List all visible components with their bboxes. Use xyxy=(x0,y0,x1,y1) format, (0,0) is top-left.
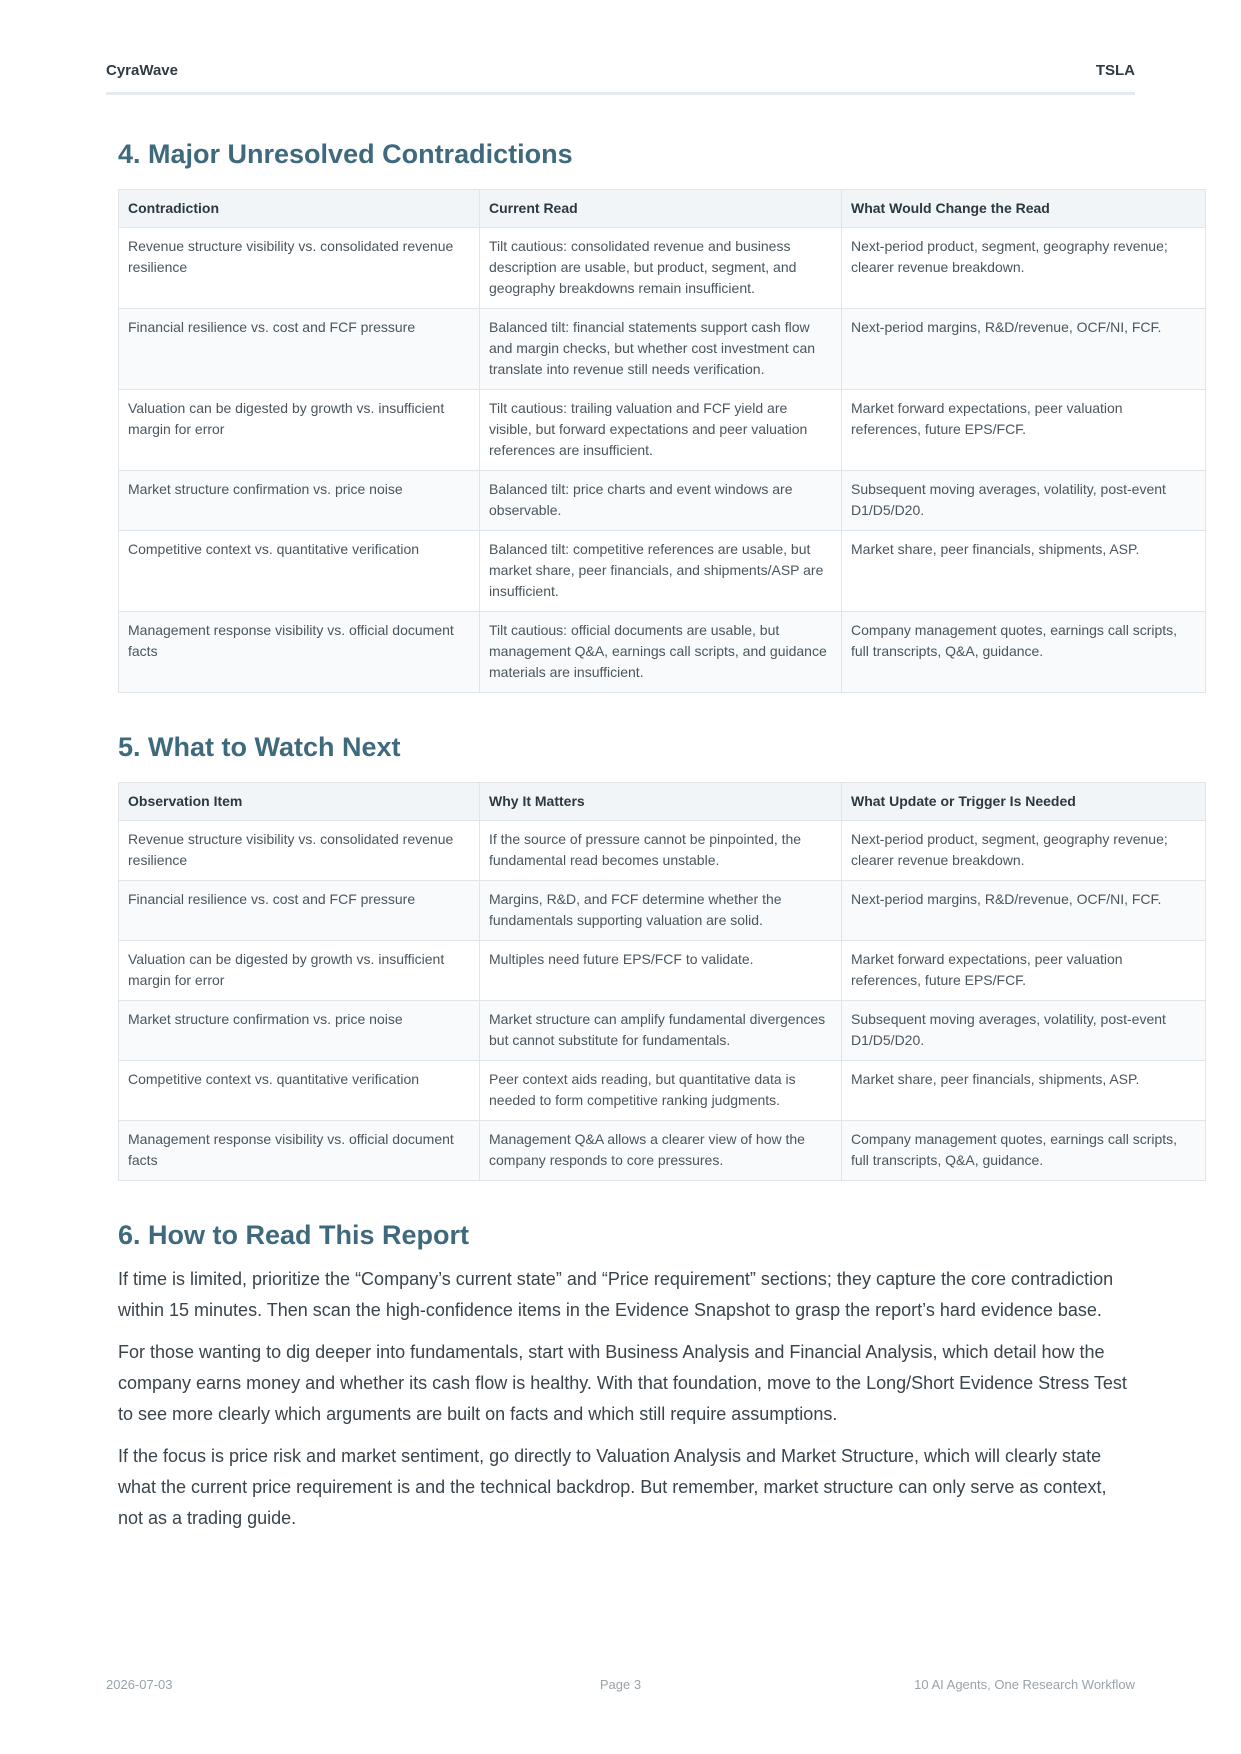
table-cell: Management response visibility vs. official document facts xyxy=(119,1121,480,1181)
footer-tagline: 10 AI Agents, One Research Workflow xyxy=(914,1677,1135,1692)
table-cell: Balanced tilt: financial statements support cash flow and margin checks, but whether cost investment can translate into revenue still needs verification. xyxy=(480,309,842,390)
table-row xyxy=(119,228,1206,309)
table-cell: Company management quotes, earnings call scripts, full transcripts, Q&A, guidance. xyxy=(842,612,1206,693)
paragraph: For those wanting to dig deeper into fundamentals, start with Business Analysis and Financial Analysis, which detail how the company earns money and whether its cash flow is healthy. With that foundation, move to the Long/Short Evidence Stress Test to see more clearly which arguments are built on facts and which still require assumptions. xyxy=(118,1342,1127,1424)
contradictions-table xyxy=(118,189,1206,693)
table-cell: Financial resilience vs. cost and FCF pressure xyxy=(119,881,480,941)
table-row xyxy=(119,821,1206,881)
table-cell: Next-period product, segment, geography revenue; clearer revenue breakdown. xyxy=(842,821,1206,881)
table-row xyxy=(119,1061,1206,1121)
table-cell: Valuation can be digested by growth vs. insufficient margin for error xyxy=(119,390,480,471)
section-5-title: 5. What to Watch Next xyxy=(118,732,401,762)
table-cell: Tilt cautious: consolidated revenue and business description are usable, but product, segment, and geography breakdowns remain insufficient. xyxy=(480,228,842,309)
section-4-title: 4. Major Unresolved Contradictions xyxy=(118,139,573,169)
table-cell: Management response visibility vs. official document facts xyxy=(119,612,480,693)
watch-next-table xyxy=(118,782,1206,1181)
table-row xyxy=(119,390,1206,471)
table-cell: Next-period product, segment, geography revenue; clearer revenue breakdown. xyxy=(842,228,1206,309)
table-header-row xyxy=(119,783,1206,821)
table-cell: Revenue structure visibility vs. consolidated revenue resilience xyxy=(119,228,480,309)
table-row xyxy=(119,1001,1206,1061)
table-row xyxy=(119,471,1206,531)
table-cell: Multiples need future EPS/FCF to validate. xyxy=(480,941,842,1001)
ticker-symbol: TSLA xyxy=(1095,62,1135,79)
table-cell: Revenue structure visibility vs. consolidated revenue resilience xyxy=(119,821,480,881)
paragraph: If time is limited, prioritize the “Company’s current state” and “Price requirement” sections; they capture the core contradiction within 15 minutes. Then scan the high-confidence items in the Evidence Snapshot to grasp the report’s hard evidence base. xyxy=(118,1269,1114,1320)
table-cell: Market forward expectations, peer valuation references, future EPS/FCF. xyxy=(842,390,1206,471)
table-row xyxy=(119,1121,1206,1181)
table-cell: Market structure confirmation vs. price noise xyxy=(119,1001,480,1061)
column-header: What Would Change the Read xyxy=(842,190,1206,228)
table-cell: Competitive context vs. quantitative verification xyxy=(119,1061,480,1121)
column-header: Contradiction xyxy=(119,190,480,228)
table-row xyxy=(119,941,1206,1001)
table-cell: Tilt cautious: official documents are usable, but management Q&A, earnings call scripts, and guidance materials are insufficient. xyxy=(480,612,842,693)
table-cell: Market share, peer financials, shipments, ASP. xyxy=(842,531,1206,612)
table-row xyxy=(119,612,1206,693)
table-cell: Next-period margins, R&D/revenue, OCF/NI, FCF. xyxy=(842,881,1206,941)
table-row xyxy=(119,309,1206,390)
table-cell: Subsequent moving averages, volatility, post-event D1/D5/D20. xyxy=(842,1001,1206,1061)
table-cell: Financial resilience vs. cost and FCF pressure xyxy=(119,309,480,390)
table-cell: Management Q&A allows a clearer view of how the company responds to core pressures. xyxy=(480,1121,842,1181)
table-row xyxy=(119,531,1206,612)
table-cell: Subsequent moving averages, volatility, post-event D1/D5/D20. xyxy=(842,471,1206,531)
column-header: Observation Item xyxy=(119,783,480,821)
section-6-title: 6. How to Read This Report xyxy=(118,1220,470,1250)
report-content xyxy=(118,134,1178,1545)
column-header: Current Read xyxy=(480,190,842,228)
table-header-row xyxy=(119,190,1206,228)
page-number: Page 3 xyxy=(599,1677,642,1692)
table-cell: Peer context aids reading, but quantitative data is needed to form competitive ranking judgments. xyxy=(480,1061,842,1121)
table-cell: Market forward expectations, peer valuation references, future EPS/FCF. xyxy=(842,941,1206,1001)
table-cell: Market share, peer financials, shipments, ASP. xyxy=(842,1061,1206,1121)
column-header: Why It Matters xyxy=(480,783,842,821)
column-header: What Update or Trigger Is Needed xyxy=(842,783,1206,821)
table-cell: Next-period margins, R&D/revenue, OCF/NI, FCF. xyxy=(842,309,1206,390)
table-cell: Margins, R&D, and FCF determine whether the fundamentals supporting valuation are solid. xyxy=(480,881,842,941)
table-row xyxy=(119,881,1206,941)
reading-guide xyxy=(118,1264,1133,1534)
table-cell: Valuation can be digested by growth vs. insufficient margin for error xyxy=(119,941,480,1001)
table-cell: Balanced tilt: competitive references are usable, but market share, peer financials, and shipments/ASP are insufficient. xyxy=(480,531,842,612)
footer-date: 2026-07-03 xyxy=(106,1677,173,1692)
table-cell: Balanced tilt: price charts and event windows are observable. xyxy=(480,471,842,531)
table-cell: Market structure can amplify fundamental divergences but cannot substitute for fundamentals. xyxy=(480,1001,842,1061)
page-header xyxy=(106,60,1135,95)
brand-name: CyraWave xyxy=(106,62,178,79)
table-cell: If the source of pressure cannot be pinpointed, the fundamental read becomes unstable. xyxy=(480,821,842,881)
paragraph: If the focus is price risk and market sentiment, go directly to Valuation Analysis and Market Structure, which will clearly state what the current price requirement is and the technical backdrop. But remember, market structure can only serve as context, not as a trading guide. xyxy=(118,1446,1107,1528)
table-cell: Competitive context vs. quantitative verification xyxy=(119,531,480,612)
table-cell: Tilt cautious: trailing valuation and FCF yield are visible, but forward expectations and peer valuation references are insufficient. xyxy=(480,390,842,471)
table-cell: Company management quotes, earnings call scripts, full transcripts, Q&A, guidance. xyxy=(842,1121,1206,1181)
table-cell: Market structure confirmation vs. price noise xyxy=(119,471,480,531)
